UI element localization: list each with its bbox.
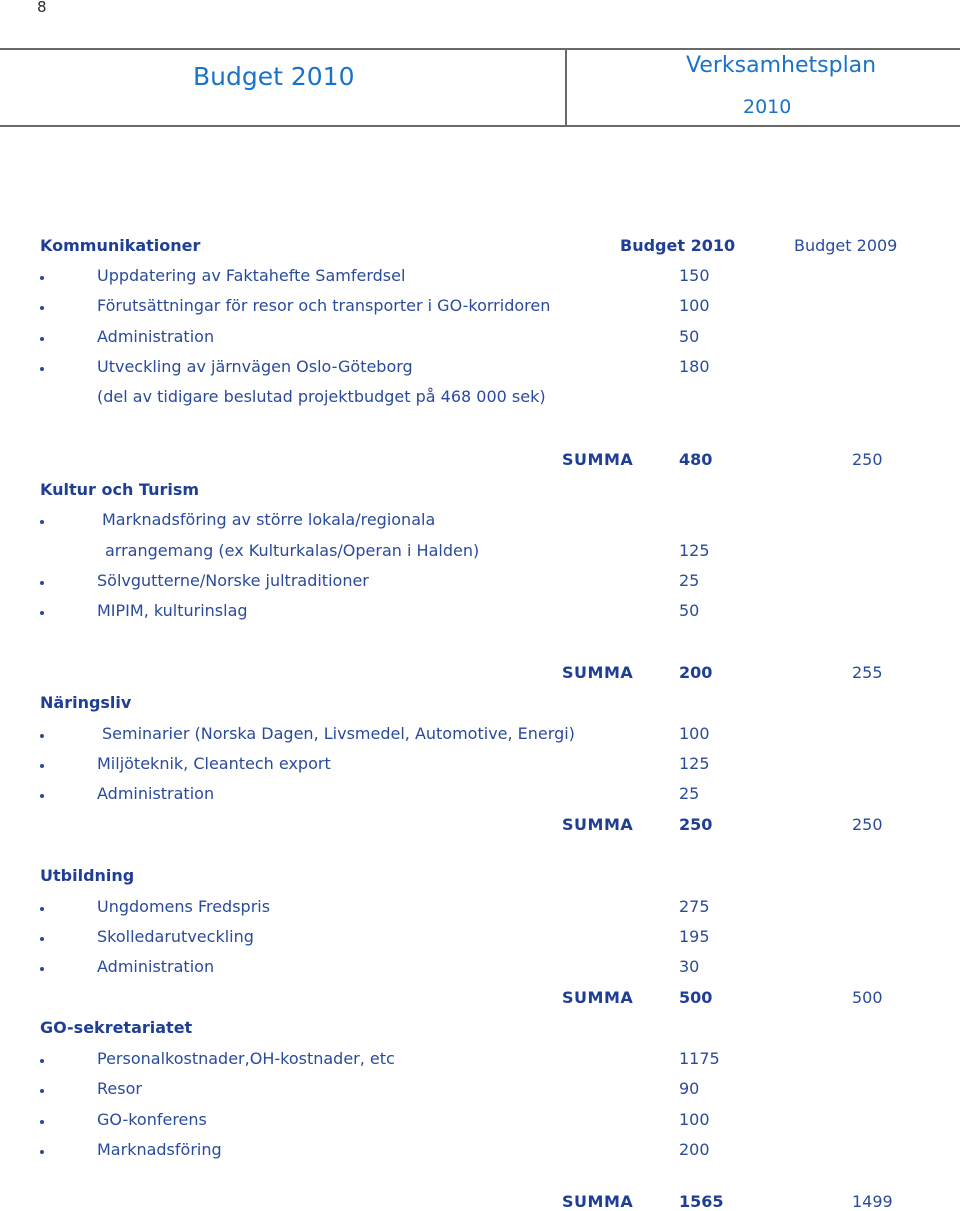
bullet-icon: [40, 276, 44, 280]
previous-value: 250: [852, 450, 883, 469]
item-value: 200: [679, 1140, 710, 1159]
list-item: Ungdomens Fredspris: [97, 897, 271, 916]
summa-value: 500: [679, 988, 713, 1007]
list-item: GO-konferens: [97, 1110, 207, 1129]
section-heading: Näringsliv: [40, 693, 132, 712]
previous-value: 1499: [852, 1192, 893, 1211]
list-item: Administration: [97, 957, 215, 976]
list-item-continuation: arrangemang (ex Kulturkalas/Operan i Halden): [105, 541, 480, 560]
list-item: Marknadsföring av större lokala/regionala: [102, 510, 436, 529]
section-heading: Utbildning: [40, 866, 135, 885]
summa-value: 1565: [679, 1192, 724, 1211]
bullet-icon: [40, 306, 44, 310]
list-item: MIPIM, kulturinslag: [97, 601, 248, 620]
page-number: 8: [37, 0, 47, 16]
document-year: 2010: [743, 96, 792, 118]
header-divider: [565, 48, 567, 127]
summa-label: SUMMA: [562, 1192, 634, 1211]
item-value: 125: [679, 541, 710, 560]
column-budget-previous: Budget 2009: [794, 236, 898, 255]
list-item: Marknadsföring: [97, 1140, 222, 1159]
previous-value: 250: [852, 815, 883, 834]
list-item: Administration: [97, 784, 215, 803]
summa-value: 480: [679, 450, 713, 469]
bullet-icon: [40, 1059, 44, 1063]
list-item: Resor: [97, 1079, 142, 1098]
item-value: 150: [679, 266, 710, 285]
previous-value: 500: [852, 988, 883, 1007]
header-top-rule: [0, 48, 960, 50]
bullet-icon: [40, 337, 44, 341]
list-item: Miljöteknik, Cleantech export: [97, 754, 331, 773]
bullet-icon: [40, 937, 44, 941]
document-subtitle: Verksamhetsplan: [686, 53, 877, 78]
bullet-icon: [40, 794, 44, 798]
item-value: 1175: [679, 1049, 720, 1068]
section-heading: Kultur och Turism: [40, 480, 200, 499]
bullet-icon: [40, 1089, 44, 1093]
list-item: Personalkostnader,OH-kostnader, etc: [97, 1049, 395, 1068]
item-value: 50: [679, 327, 700, 346]
list-item: Administration: [97, 327, 215, 346]
item-value: 180: [679, 357, 710, 376]
item-value: 100: [679, 724, 710, 743]
list-item: Seminarier (Norska Dagen, Livsmedel, Automotive, Energi): [102, 724, 575, 743]
list-item: Sölvgutterne/Norske jultraditioner: [97, 571, 369, 590]
list-item: Skolledarutveckling: [97, 927, 254, 946]
bullet-icon: [40, 1120, 44, 1124]
section-heading: GO-sekretariatet: [40, 1018, 193, 1037]
summa-value: 200: [679, 663, 713, 682]
summa-value: 250: [679, 815, 713, 834]
bullet-icon: [40, 967, 44, 971]
bullet-icon: [40, 611, 44, 615]
item-value: 50: [679, 601, 700, 620]
item-value: 195: [679, 927, 710, 946]
list-item: Förutsättningar för resor och transporter i GO-korridoren: [97, 296, 551, 315]
item-note: (del av tidigare beslutad projektbudget på 468 000 sek): [97, 387, 546, 406]
bullet-icon: [40, 907, 44, 911]
item-value: 30: [679, 957, 700, 976]
item-value: 90: [679, 1079, 700, 1098]
item-value: 25: [679, 571, 700, 590]
header-bottom-rule: [0, 125, 960, 127]
summa-label: SUMMA: [562, 663, 634, 682]
bullet-icon: [40, 1150, 44, 1154]
document-title: Budget 2010: [193, 62, 355, 91]
item-value: 25: [679, 784, 700, 803]
bullet-icon: [40, 734, 44, 738]
bullet-icon: [40, 764, 44, 768]
bullet-icon: [40, 367, 44, 371]
summa-label: SUMMA: [562, 450, 634, 469]
list-item: Uppdatering av Faktahefte Samferdsel: [97, 266, 406, 285]
item-value: 100: [679, 1110, 710, 1129]
bullet-icon: [40, 520, 44, 524]
list-item: Utveckling av järnvägen Oslo-Göteborg: [97, 357, 413, 376]
summa-label: SUMMA: [562, 988, 634, 1007]
previous-value: 255: [852, 663, 883, 682]
item-value: 100: [679, 296, 710, 315]
bullet-icon: [40, 581, 44, 585]
summa-label: SUMMA: [562, 815, 634, 834]
item-value: 125: [679, 754, 710, 773]
section-heading: Kommunikationer: [40, 236, 201, 255]
column-budget-current: Budget 2010: [620, 236, 736, 255]
item-value: 275: [679, 897, 710, 916]
